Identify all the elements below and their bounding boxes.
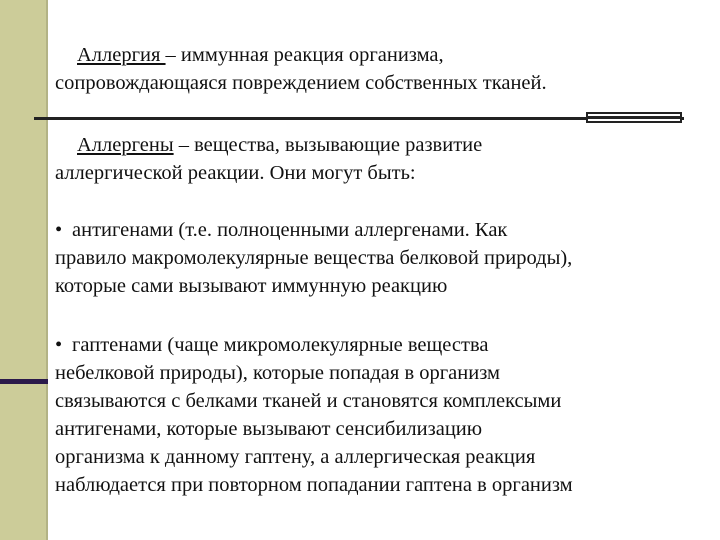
allergy-line-2: сопровождающаяся повреждением собственных тканей. <box>55 72 547 94</box>
sidebar-accent-rule <box>0 379 48 384</box>
allergens-line-2: аллергической реакции. Они могут быть: <box>55 162 416 184</box>
allergens-definition <box>55 131 715 187</box>
allergy-line-1 <box>55 41 715 69</box>
allergy-definition-text: – иммунная реакция организма, <box>165 44 444 66</box>
allergens-line-1 <box>55 131 715 159</box>
haptens-line-1 <box>55 331 715 359</box>
allergy-term: Аллергия <box>77 44 166 66</box>
antigens-line-2: правило макромолекулярные вещества белковой природы), <box>55 247 573 269</box>
allergy-definition <box>55 41 715 97</box>
divider-end-box <box>586 112 682 123</box>
haptens-line-3: связываются с белками тканей и становятся комплексыми <box>55 390 562 412</box>
haptens-line-6: наблюдается при повторном попадании гаптена в организм <box>55 474 573 496</box>
antigens-bullet-item <box>55 216 715 300</box>
left-sidebar-bar <box>0 0 48 540</box>
haptens-line-4: антигенами, которые вызывают сенсибилизацию <box>55 418 483 440</box>
allergens-definition-text: – вещества, вызывающие развитие <box>173 134 483 156</box>
haptens-text-1: гаптенами (чаще микромолекулярные вещества <box>72 334 489 356</box>
bullet-icon: • <box>55 334 63 356</box>
haptens-bullet-item <box>55 331 715 499</box>
allergens-term: Аллергены <box>77 134 174 156</box>
haptens-line-2: небелковой природы), которые попадая в организм <box>55 362 500 384</box>
antigens-text-1: антигенами (т.е. полноценными аллергенами. Как <box>72 219 508 241</box>
bullet-icon: • <box>55 219 63 241</box>
antigens-line-3: которые сами вызывают иммунную реакцию <box>55 275 448 297</box>
antigens-line-1 <box>55 216 715 244</box>
haptens-line-5: организма к данному гаптену, а аллергическая реакция <box>55 446 536 468</box>
